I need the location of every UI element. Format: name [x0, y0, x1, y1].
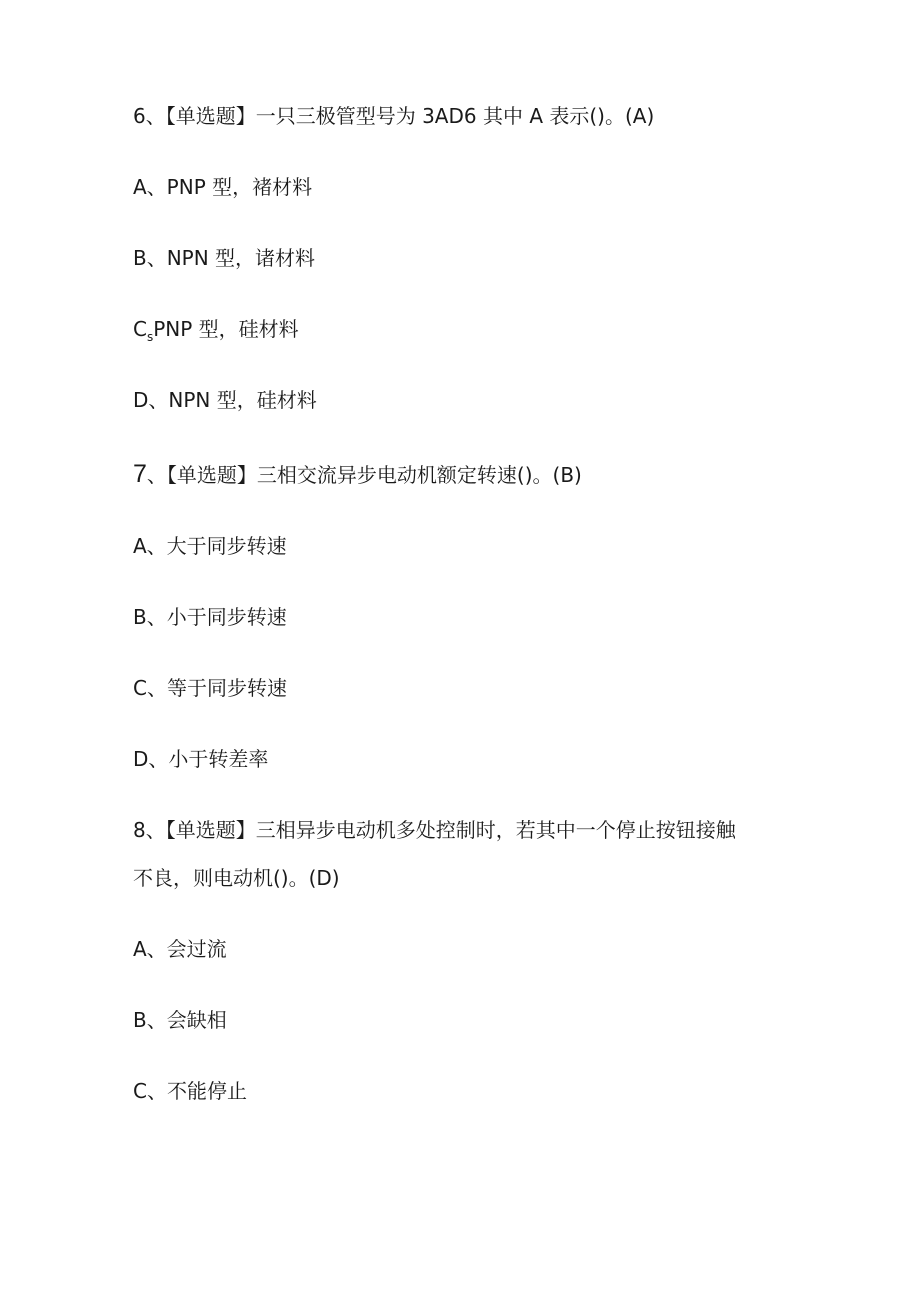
question-8-option-b: B、会缺相 [133, 1008, 227, 1032]
question-7-stem: 7、【单选题】三相交流异步电动机额定转速()。(B) [133, 460, 582, 488]
question-6-stem: 6、【单选题】一只三极管型号为 3AD6 其中 A 表示()。(A) [133, 104, 655, 128]
question-7-option-a: A、大于同步转速 [133, 534, 287, 558]
question-8-stem-line-1: 8、【单选题】三相异步电动机多处控制时，若其中一个停止按钮接触 [133, 818, 736, 842]
question-7-option-c: C、等于同步转速 [133, 676, 287, 700]
question-7-option-b: B、小于同步转速 [133, 605, 287, 629]
question-7-option-d: D、小于转差率 [133, 747, 269, 771]
question-7-number: 7 [133, 460, 147, 488]
question-6-option-c: $C_sPNP$ 型，硅材料 [133, 317, 299, 344]
question-6-option-a: A、PNP 型，褚材料 [133, 175, 313, 199]
question-6-option-d: D、NPN 型，硅材料 [133, 388, 317, 412]
question-6-option-b: B、NPN 型，诸材料 [133, 246, 316, 270]
question-8-option-a: A、会过流 [133, 937, 227, 961]
question-8-option-c: C、不能停止 [133, 1079, 247, 1103]
question-8-stem-line-2: 不良，则电动机()。(D) [133, 866, 340, 890]
